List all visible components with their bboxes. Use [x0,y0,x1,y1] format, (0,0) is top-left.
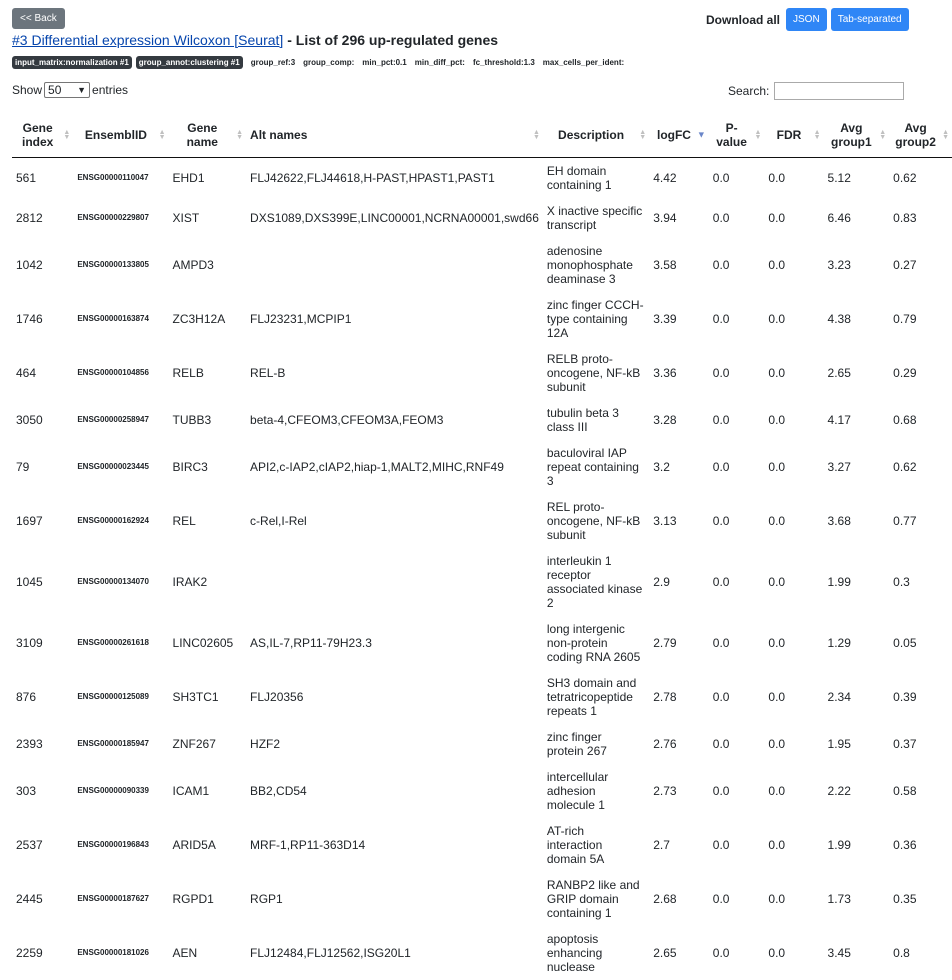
param-min-pct: min_pct:0.1 [362,58,407,67]
parameter-list [12,56,624,69]
cell-p-value: 0.0 [712,635,730,650]
column-header-logfc[interactable] [649,113,709,158]
cell-gene-index: 3109 [16,635,43,650]
description-line: containing 1 [546,177,612,192]
cell-description [543,724,649,764]
description-line: AT-rich [546,823,584,838]
cell-p-value: 0.0 [712,311,730,326]
param-fc-threshold: fc_threshold:1.3 [472,58,535,67]
cell-logfc: 2.65 [653,945,677,960]
table-row [12,198,952,238]
cell-fdr: 0.0 [768,635,786,650]
description-line: interaction [546,837,603,852]
column-header-label: group1 [830,135,872,149]
cell-avg-group1: 1.95 [827,736,851,751]
cell-logfc: 3.13 [653,513,677,528]
cell-fdr: 0.0 [768,945,786,960]
genes-table [12,113,952,980]
description-line: protein 267 [546,743,607,758]
cell-avg-group2: 0.05 [893,635,917,650]
column-header-label: index [22,135,54,149]
cell-fdr: 0.0 [768,736,786,751]
cell-gene-name: ARID5A [172,837,216,852]
cell-ensembl-id: ENSG00000090339 [77,785,149,795]
cell-avg-group1: 3.23 [827,257,851,272]
cell-fdr: 0.0 [768,257,786,272]
column-header-label: group2 [895,135,936,149]
cell-gene-index: 2537 [16,837,43,852]
cell-avg-group2: 0.68 [893,412,917,427]
column-header-ensembl-id[interactable] [73,113,168,158]
cell-fdr: 0.0 [768,891,786,906]
description-line: subunit [546,527,586,542]
analysis-link[interactable]: #3 Differential expression Wilcoxon [Seurat] [12,32,284,48]
cell-ensembl-id: ENSG00000110047 [77,172,149,182]
sort-icon: ▲ ▼ [63,129,71,141]
cell-gene-index: 1042 [16,257,43,272]
cell-gene-index: 2445 [16,891,43,906]
download-label: Download all [706,12,781,27]
cell-gene-index: 464 [16,365,37,380]
table-row [12,670,952,724]
cell-alt-names: c-Rel,I-Rel [250,513,307,528]
cell-avg-group2: 0.8 [893,945,910,960]
cell-ensembl-id: ENSG00000187627 [77,893,149,903]
cell-gene-index: 2259 [16,945,43,960]
description-line: nuclease [546,959,595,974]
chevron-down-icon: ▼ [77,85,87,95]
table-row [12,872,952,926]
sort-icon: ▲ ▼ [813,129,821,141]
cell-gene-name: EHD1 [172,170,205,185]
cell-gene-name: REL [172,513,196,528]
cell-p-value: 0.0 [712,837,730,852]
param-group-ref: group_ref:3 [250,58,296,67]
cell-avg-group1: 3.68 [827,513,851,528]
cell-ensembl-id: ENSG00000185947 [77,738,149,748]
cell-avg-group2: 0.27 [893,257,917,272]
cell-avg-group1: 1.99 [827,574,851,589]
cell-alt-names: FLJ42622,FLJ44618,H-PAST,HPAST1,PAST1 [250,170,495,185]
page-length-control [12,82,128,98]
cell-gene-name: XIST [172,210,200,225]
cell-alt-names: AS,IL-7,RP11-79H23.3 [250,635,372,650]
description-line: 3 [546,473,554,488]
cell-avg-group2: 0.83 [893,210,917,225]
cell-description [543,764,649,818]
cell-avg-group1: 3.27 [827,459,851,474]
cell-gene-index: 2393 [16,736,43,751]
cell-fdr: 0.0 [768,412,786,427]
page-title [12,32,498,48]
cell-gene-name: LINC02605 [172,635,234,650]
description-line: interleukin 1 [546,553,612,568]
description-line: non-protein [546,635,608,650]
cell-p-value: 0.0 [712,945,730,960]
table-controls [12,82,900,104]
description-line: zinc finger CCCH- [546,297,644,312]
cell-gene-name: RELB [172,365,204,380]
cell-logfc: 2.68 [653,891,677,906]
column-header-label: P- [725,121,738,135]
cell-ensembl-id: ENSG00000125089 [77,691,149,701]
table-row [12,548,952,616]
cell-description [543,616,649,670]
cell-avg-group1: 2.34 [827,689,851,704]
cell-description [543,926,649,980]
cell-avg-group1: 1.99 [827,837,851,852]
cell-p-value: 0.0 [712,783,730,798]
column-header-label: logFC [656,128,691,142]
description-line: monophosphate [546,257,633,272]
column-header-fdr[interactable] [764,113,823,158]
description-line: repeats 1 [546,703,597,718]
description-line: SH3 domain and [546,675,637,690]
description-line: baculoviral IAP [546,445,627,460]
description-line: zinc finger [546,729,602,744]
cell-description [543,158,649,198]
tsv-download-button[interactable]: Tab-separated [831,8,909,31]
cell-gene-index: 2812 [16,210,43,225]
cell-description [543,292,649,346]
cell-avg-group2: 0.3 [893,574,910,589]
cell-alt-names: REL-B [250,365,286,380]
cell-ensembl-id: ENSG00000229807 [77,212,149,222]
cell-ensembl-id: ENSG00000134070 [77,576,149,586]
cell-description [543,872,649,926]
cell-avg-group1: 2.65 [827,365,851,380]
cell-alt-names: FLJ20356 [250,689,304,704]
cell-fdr: 0.0 [768,574,786,589]
cell-ensembl-id: ENSG00000261618 [77,637,149,647]
cell-ensembl-id: ENSG00000023445 [77,461,149,471]
cell-gene-name: RGPD1 [172,891,214,906]
column-header-label: value [716,135,747,149]
table-row [12,764,952,818]
sort-icon: ▲ ▼ [532,129,540,141]
cell-gene-name: ZC3H12A [172,311,226,326]
page-length-value: 50 [48,83,62,97]
cell-alt-names: beta-4,CFEOM3,CFEOM3A,FEOM3 [250,412,444,427]
download-group [706,8,909,31]
cell-description [543,238,649,292]
cell-avg-group1: 3.45 [827,945,851,960]
description-line: enhancing [546,945,603,960]
cell-ensembl-id: ENSG00000104856 [77,367,149,377]
description-line: transcript [546,217,597,232]
cell-avg-group1: 1.73 [827,891,851,906]
description-line: deaminase 3 [546,271,616,286]
column-header-p-value[interactable] [709,113,765,158]
table-body [12,158,952,980]
cell-gene-name: TUBB3 [172,412,212,427]
sort-icon: ▲ ▼ [639,129,647,141]
description-line: molecule 1 [546,797,605,812]
cell-avg-group1: 4.17 [827,412,851,427]
description-line: subunit [546,379,586,394]
cell-p-value: 0.0 [712,574,730,589]
cell-p-value: 0.0 [712,412,730,427]
table-row [12,724,952,764]
description-line: tetratricopeptide [546,689,633,704]
column-header-label: Gene [22,121,53,135]
cell-description [543,548,649,616]
cell-gene-index: 303 [16,783,37,798]
cell-ensembl-id: ENSG00000162924 [77,515,149,525]
cell-avg-group2: 0.39 [893,689,917,704]
cell-fdr: 0.0 [768,210,786,225]
cell-gene-name: BIRC3 [172,459,208,474]
column-header-label: Avg [904,121,927,135]
search-control [728,82,904,100]
cell-alt-names: HZF2 [250,736,281,751]
cell-gene-name: AMPD3 [172,257,214,272]
cell-gene-name: ICAM1 [172,783,210,798]
cell-description [543,346,649,400]
cell-description [543,670,649,724]
description-line: adenosine [546,243,603,258]
sort-desc-icon: ▼ [696,129,706,140]
column-header-avg-group1[interactable] [824,113,890,158]
cell-alt-names: FLJ23231,MCPIP1 [250,311,352,326]
sort-icon: ▲ ▼ [158,129,166,141]
cell-fdr: 0.0 [768,459,786,474]
description-line: associated kinase [546,581,643,596]
column-header-label: FDR [776,128,802,142]
cell-logfc: 2.76 [653,736,677,751]
description-line: containing 1 [546,905,612,920]
json-download-button[interactable]: JSON [786,8,827,31]
cell-gene-index: 3050 [16,412,43,427]
cell-alt-names: BB2,CD54 [250,783,307,798]
table-row [12,440,952,494]
cell-logfc: 3.94 [653,210,677,225]
page-length-select[interactable] [44,82,90,98]
search-input[interactable] [774,82,904,100]
column-header-label: EnsemblID [84,128,147,142]
cell-avg-group2: 0.37 [893,736,917,751]
cell-description [543,198,649,238]
cell-gene-index: 561 [16,170,37,185]
cell-logfc: 2.9 [653,574,670,589]
table-header-row [12,113,952,158]
description-line: class III [546,419,588,434]
description-line: type containing [546,311,628,326]
description-line: RANBP2 like and [546,877,640,892]
column-header-label: Description [558,128,625,142]
cell-gene-name: SH3TC1 [172,689,219,704]
table-row [12,818,952,872]
cell-avg-group2: 0.77 [893,513,917,528]
table-row [12,400,952,440]
table-row [12,158,952,198]
cell-logfc: 3.28 [653,412,677,427]
cell-avg-group2: 0.79 [893,311,917,326]
cell-gene-name: AEN [172,945,198,960]
column-header-label: Avg [840,121,863,135]
show-label: Show [12,83,43,97]
cell-gene-name: ZNF267 [172,736,216,751]
cell-p-value: 0.0 [712,736,730,751]
description-line: X inactive specific [546,203,643,218]
cell-fdr: 0.0 [768,170,786,185]
description-line: coding RNA 2605 [546,649,641,664]
cell-avg-group1: 6.46 [827,210,851,225]
cell-fdr: 0.0 [768,513,786,528]
cell-p-value: 0.0 [712,513,730,528]
cell-description [543,818,649,872]
cell-logfc: 2.7 [653,837,670,852]
cell-avg-group1: 4.38 [827,311,851,326]
cell-p-value: 0.0 [712,365,730,380]
cell-description [543,400,649,440]
column-header-label: Alt names [250,128,308,142]
description-line: tubulin beta 3 [546,405,619,420]
cell-ensembl-id: ENSG00000133805 [77,259,149,269]
param-badge-group-annot: group_annot:clustering #1 [136,56,243,69]
cell-description [543,440,649,494]
param-group-comp: group_comp: [303,58,355,67]
table-row [12,494,952,548]
description-line: domain 5A [546,851,605,866]
cell-ensembl-id: ENSG00000181026 [77,947,149,957]
table-row [12,346,952,400]
description-line: apoptosis [546,931,599,946]
description-line: intercellular [546,769,609,784]
description-line: oncogene, NF-kB [546,513,641,528]
table-row [12,238,952,292]
param-min-diff-pct: min_diff_pct: [414,58,465,67]
description-line: adhesion [546,783,596,798]
cell-logfc: 3.36 [653,365,677,380]
cell-fdr: 0.0 [768,311,786,326]
cell-avg-group2: 0.62 [893,170,917,185]
cell-ensembl-id: ENSG00000258947 [77,414,149,424]
column-header-description[interactable] [543,113,649,158]
table-row [12,926,952,980]
cell-gene-index: 79 [16,459,30,474]
param-max-cells-per-ident: max_cells_per_ident: [542,58,625,67]
cell-gene-index: 1697 [16,513,43,528]
cell-ensembl-id: ENSG00000163874 [77,313,149,323]
cell-logfc: 3.2 [653,459,670,474]
cell-alt-names: FLJ12484,FLJ12562,ISG20L1 [250,945,411,960]
cell-alt-names: API2,c-IAP2,cIAP2,hiap-1,MALT2,MIHC,RNF49 [250,459,504,474]
description-line: 12A [546,325,569,340]
column-header-avg-group2[interactable] [889,113,952,158]
description-line: long intergenic [546,621,625,636]
description-line: repeat containing [546,459,639,474]
cell-gene-name: IRAK2 [172,574,208,589]
cell-alt-names: DXS1089,DXS399E,LINC00001,NCRNA00001,swd66 [250,210,539,225]
sort-icon: ▲ ▼ [236,129,244,141]
table-row [12,616,952,670]
cell-fdr: 0.0 [768,837,786,852]
cell-logfc: 4.42 [653,170,677,185]
cell-logfc: 2.73 [653,783,677,798]
cell-logfc: 2.78 [653,689,677,704]
sort-icon: ▲ ▼ [754,129,762,141]
cell-fdr: 0.0 [768,689,786,704]
description-line: GRIP domain [546,891,619,906]
cell-avg-group2: 0.62 [893,459,917,474]
cell-avg-group1: 5.12 [827,170,851,185]
entries-label: entries [92,83,129,97]
param-badge-input-matrix: input_matrix:normalization #1 [12,56,132,69]
cell-alt-names: RGP1 [250,891,283,906]
back-button[interactable]: << Back [12,8,65,29]
sort-icon: ▲ ▼ [879,129,887,141]
cell-avg-group2: 0.35 [893,891,917,906]
cell-ensembl-id: ENSG00000196843 [77,839,149,849]
cell-avg-group2: 0.29 [893,365,917,380]
cell-avg-group2: 0.36 [893,837,917,852]
cell-avg-group1: 1.29 [827,635,851,650]
cell-description [543,494,649,548]
search-label: Search: [728,84,770,98]
table-row [12,292,952,346]
column-header-alt-names[interactable] [246,113,543,158]
cell-avg-group2: 0.58 [893,783,917,798]
description-line: EH domain [546,163,607,178]
description-line: 2 [546,595,554,610]
column-header-label: name [186,135,218,149]
cell-p-value: 0.0 [712,210,730,225]
cell-logfc: 2.79 [653,635,677,650]
cell-avg-group1: 2.22 [827,783,851,798]
cell-p-value: 0.0 [712,689,730,704]
cell-p-value: 0.0 [712,170,730,185]
cell-gene-index: 876 [16,689,37,704]
cell-logfc: 3.58 [653,257,677,272]
column-header-gene-name[interactable] [169,113,247,158]
cell-p-value: 0.0 [712,891,730,906]
cell-alt-names [246,548,543,616]
cell-logfc: 3.39 [653,311,677,326]
cell-p-value: 0.0 [712,459,730,474]
description-line: REL proto- [546,499,605,514]
cell-gene-index: 1045 [16,574,43,589]
cell-fdr: 0.0 [768,783,786,798]
cell-p-value: 0.0 [712,257,730,272]
sort-icon: ▲ ▼ [942,129,949,141]
column-header-label: Gene [187,121,218,135]
description-line: oncogene, NF-kB [546,365,641,380]
description-line: receptor [546,567,591,582]
cell-gene-index: 1746 [16,311,43,326]
title-text: - List of 296 up-regulated genes [283,32,499,48]
cell-fdr: 0.0 [768,365,786,380]
description-line: RELB proto- [546,351,613,366]
column-header-gene-index[interactable] [12,113,73,158]
cell-alt-names [246,238,543,292]
cell-alt-names: MRF-1,RP11-363D14 [250,837,366,852]
